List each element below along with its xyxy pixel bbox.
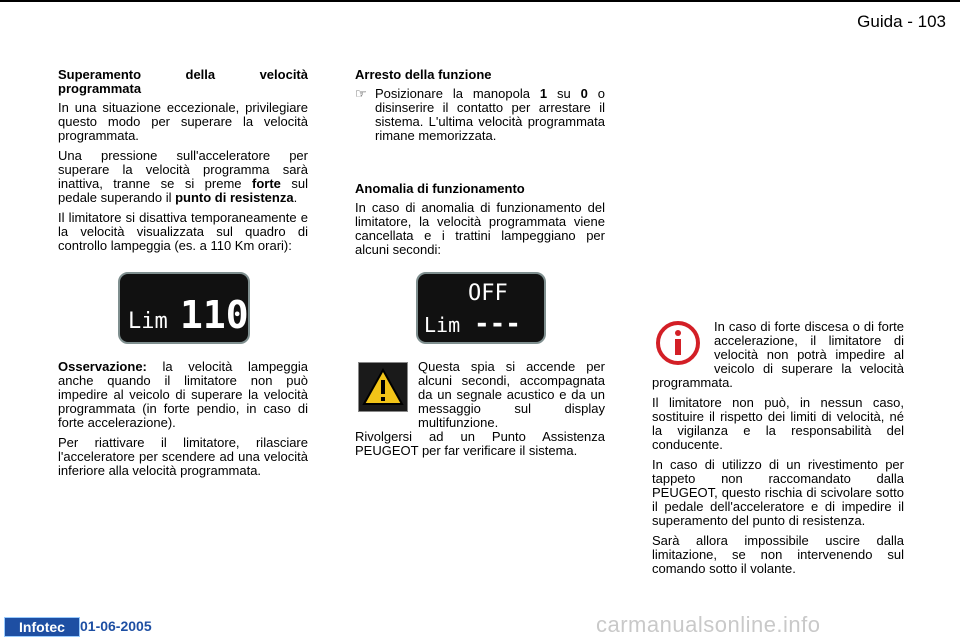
- column-middle: [355, 68, 605, 143]
- lcd-display-speed: [118, 272, 250, 344]
- lcd-prefix: Lim: [424, 313, 461, 337]
- pointing-finger-icon: ☞: [355, 86, 367, 101]
- lcd-off-text: OFF: [468, 281, 508, 306]
- column-left: [58, 68, 308, 259]
- infotec-logo: Infotec: [4, 617, 80, 637]
- note-label: Osservazione:: [58, 359, 147, 374]
- paragraph: Una pressione sull'acceleratore per superare la velocità programma sarà inattiva, tranne se si preme forte sul pedale superando il punto di resistenza.: [58, 148, 308, 205]
- lcd-display-off: [416, 272, 546, 344]
- bullet-text: Posizionare la manopola 1 su 0 o disinserire il contatto per arrestare il sistema. L'ultima velocità programmata rimane memorizzata.: [375, 86, 606, 143]
- paragraph: In caso di utilizzo di un rivestimento per tappeto non raccomandato dalla PEUGEOT, questo rischia di scivolare sotto il pedale dell'acceleratore e di impedire il superamento del punto di resistenza.: [652, 457, 904, 528]
- warning-text: Questa spia si accende per alcuni secondi, accompagnata da un segnale acustico e da un messaggio sul display multifunzione.: [418, 359, 605, 430]
- section-heading-stop: Arresto della funzione: [355, 67, 492, 82]
- watermark: carmanualsonline.info: [596, 612, 821, 637]
- paragraph: Per riattivare il limitatore, rilasciare l'acceleratore per scendere ad una velocità inferiore alla velocità programmata.: [58, 435, 308, 478]
- column-left-lower: [58, 360, 308, 484]
- header-rule: [0, 0, 960, 2]
- section-heading-anomaly: Anomalia di funzionamento: [355, 181, 525, 196]
- info-paragraph: In caso di forte discesa o di forte accelerazione, il limitatore di velocità non potrà impedire al veicolo di superare la velocità programmata.: [652, 319, 904, 390]
- paragraph: Il limitatore non può, in nessun caso, sostituire il rispetto dei limiti di velocità, né la vigilanza e la responsabilità del conducente.: [652, 395, 904, 452]
- section-heading-overspeed: Superamento della velocità programmata: [58, 67, 308, 96]
- footer-date: 01-06-2005: [80, 618, 152, 634]
- page-title: Guida - 103: [857, 12, 946, 31]
- paragraph: Sarà allora impossibile uscire dalla limitazione, se non intervenendo sul comando sotto il volante.: [652, 533, 904, 576]
- note-paragraph: Osservazione: la velocità lampeggia anche quando il limitatore non può impedire al veicolo di superare la velocità programmata (in forte pendio, in caso di forte accelerazione).: [58, 359, 308, 430]
- bullet-item: [355, 87, 605, 143]
- paragraph: In caso di anomalia di funzionamento del limitatore, la velocità programmata viene cancellata e i trattini lampeggiano per alcuni secondi:: [355, 200, 605, 257]
- lcd-prefix: Lim: [128, 309, 168, 334]
- paragraph: Rivolgersi ad un Punto Assistenza PEUGEOT per far verificare il sistema.: [355, 429, 605, 458]
- paragraph: In una situazione eccezionale, privilegiare questo modo per superare la velocità programmata.: [58, 100, 308, 143]
- column-right: [652, 320, 904, 582]
- paragraph: Il limitatore si disattiva temporaneamente e la velocità visualizzata sul quadro di controllo lampeggia (es. a 110 Km orari):: [58, 210, 308, 253]
- column-middle-anomaly: [355, 182, 605, 263]
- warning-triangle-icon: [358, 362, 408, 412]
- lcd-speed: 110: [180, 293, 249, 337]
- lcd-dashes: ---: [474, 309, 521, 339]
